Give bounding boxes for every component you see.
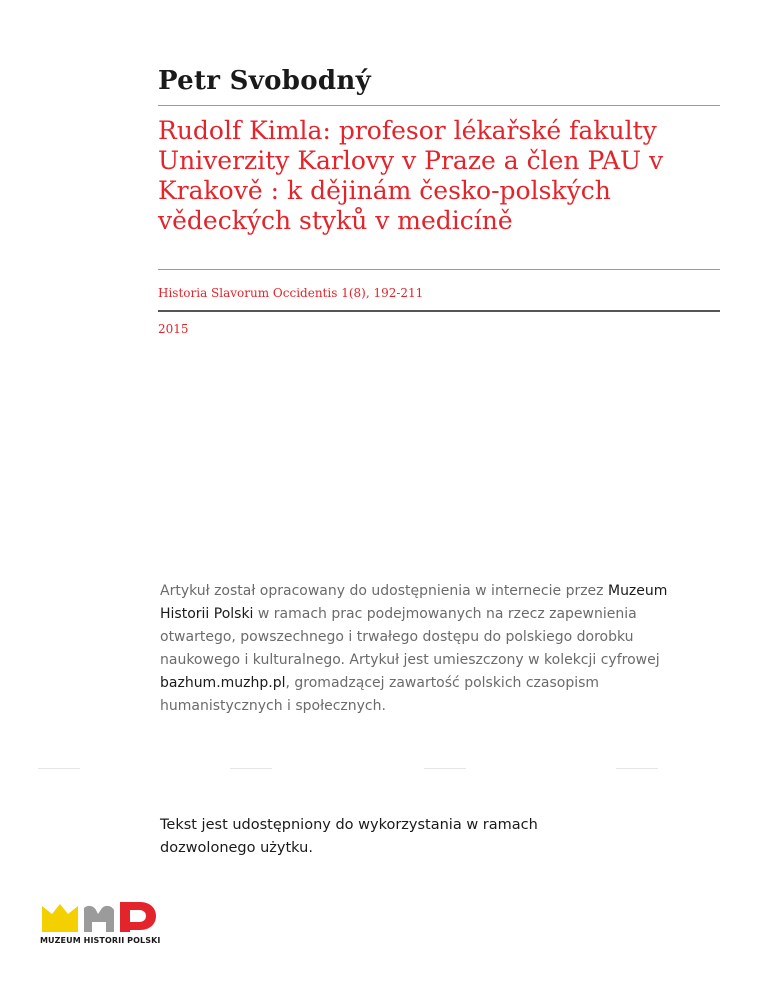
logo-m-shape: [42, 904, 78, 932]
faint-divider: [424, 768, 466, 769]
divider: [158, 105, 720, 106]
faint-divider: [616, 768, 658, 769]
journal-source: Historia Slavorum Occidentis 1(8), 192-211: [158, 286, 424, 300]
faint-divider: [230, 768, 272, 769]
museum-name: Muzeum Historii Polski: [160, 583, 668, 622]
logo-h-shape: [84, 906, 114, 932]
notice-text: , gromadzącej zawartość polskich czasopism humanistycznych i społecznych.: [160, 675, 600, 714]
logo-caption: MUZEUM HISTORII POLSKI: [40, 936, 161, 945]
collection-link[interactable]: bazhum.muzhp.pl: [160, 675, 286, 691]
author-name: Petr Svobodný: [158, 66, 371, 96]
publication-year: 2015: [158, 322, 189, 336]
notice-text: Artykuł został opracowany do udostępnienia w internecie przez: [160, 583, 608, 599]
divider: [158, 269, 720, 270]
divider: [158, 310, 720, 312]
notice-text: w ramach prac podejmowanych na rzecz zapewnienia otwartego, powszechnego i trwałego dostępu do polskiego dorobku naukowego i kulturalnego. Artykuł jest umieszczony w kolekcji cyfrowej: [160, 606, 660, 668]
logo-p-shape: [120, 902, 156, 932]
availability-notice: [160, 580, 700, 718]
faint-divider: [38, 768, 80, 769]
article-title: Rudolf Kimla: profesor lékařské fakulty Univerzity Karlovy v Praze a člen PAU v Krakově : k dějinám česko-polských vědeckých styků v medicíně: [158, 116, 664, 235]
license-text: Tekst jest udostępniony do wykorzystania w ramach dozwolonego użytku.: [160, 817, 538, 856]
